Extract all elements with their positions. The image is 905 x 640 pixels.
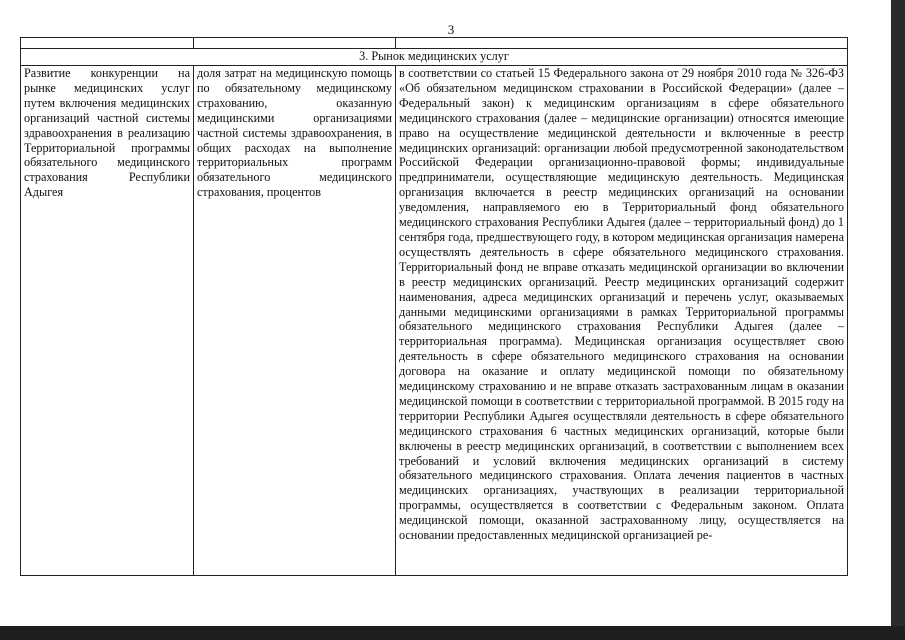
section-title: 3. Рынок медицинских услуг [21,49,848,66]
description-cell [396,66,848,576]
measure-text: Развитие конкуренции на рынке медицинских услуг путем включения медицинских организаций частной системы здравоохранения в реализацию Территориальной программы обязательного медицинского страхования Республики Адыгея [24,66,190,200]
page-number: 3 [447,22,455,37]
document-table [20,37,848,576]
indicator-text: доля затрат на медицинскую помощь по обязательному медицинскому страхованию, оказанную медицинскими организациями частной системы здравоохранения, в общих расходах на выполнение территориальных программ обязательного медицинского страхования, процентов [197,66,392,200]
section-title-row [21,49,848,66]
measure-cell [21,66,194,576]
scan-edge-right [891,0,905,640]
table-header-row-blank [21,38,848,49]
indicator-cell [194,66,396,576]
header-cell-2 [194,38,396,49]
header-cell-3 [396,38,848,49]
scan-edge-bottom [0,626,905,640]
description-text: в соответствии со статьей 15 Федерального закона от 29 ноября 2010 года № 326-ФЗ «Об обязательном медицинском страховании в Российской Федерации» (далее – Федеральный закон) к медицинским организациям в сфере обязательного медицинского страхования (далее – медицинские организации) относятся имеющие право на осуществление медицинской деятельности и включенные в реестр медицинских организаций: организации любой предусмотренной законодательством Российской Федерации организационно-правовой формы; индивидуальные предприниматели, осуществляющие медицинскую деятельность. Медицинская организация включается в реестр медицинских организаций на основании уведомления, направляемого ею в Территориальный фонд обязательного медицинского страхования Республики Адыгея (далее – территориальный фонд) до 1 сентября года, предшествующего году, в котором медицинская организация намерена осуществлять деятельность в сфере обязательного медицинского страхования. Территориальный фонд не вправе отказать медицинской организации во включении в реестр медицинских организаций. Реестр медицинских организаций содержит наименования, адреса медицинских организаций и перечень услуг, оказываемых данными медицинскими организациями в рамках Территориальной программы обязательного медицинского страхования Республики Адыгея (далее – территориальная программа). Медицинская организация осуществляет свою деятельность в сфере обязательного медицинского страхования на основании договора на оказание и оплату медицинской помощи по обязательному медицинскому страхованию и не вправе отказать застрахованным лицам в оказании медицинской помощи в соответствии с территориальной программой. В 2015 году на территории Республики Адыгея осуществляли деятельность в сфере обязательного медицинского страхования 6 частных медицинских организаций, которые были включены в реестр медицинских организаций, в соответствии с выполнением всех требований и условий включения медицинских организаций в систему обязательного медицинского страхования. Оплата лечения пациентов в частных медицинских организациях, участвующих в реализации территориальной программы, осуществляется в соответствии с Федеральным законом. Оплата медицинской помощи, оказанной застрахованному лицу, осуществляется на основании предоставленных медицинской организацией ре- [399,66,844,543]
table-row [21,66,848,576]
header-cell-1 [21,38,194,49]
